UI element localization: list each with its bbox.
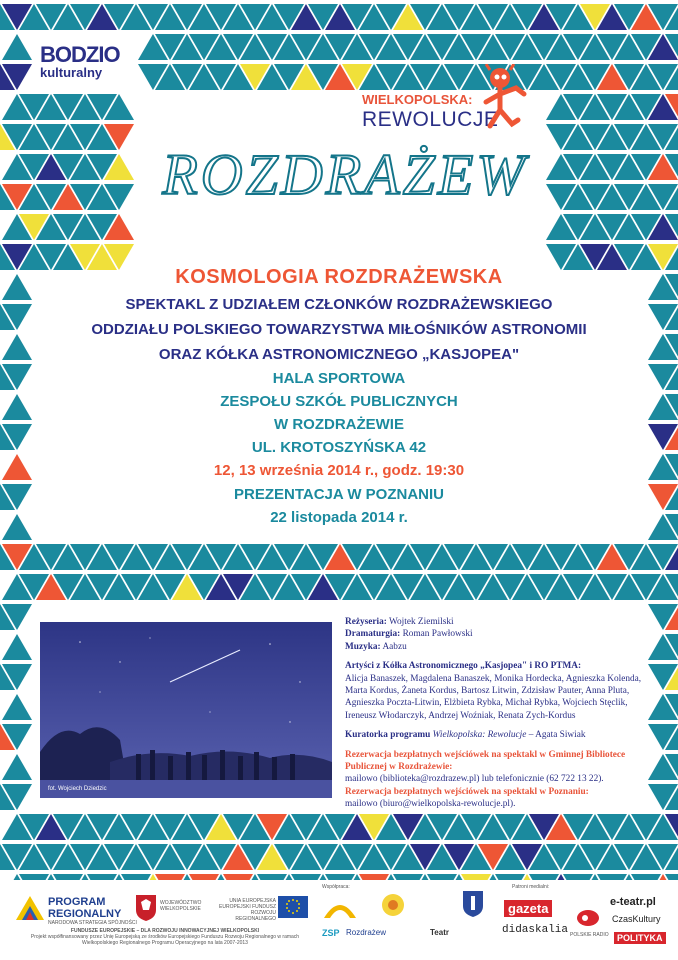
- rozdrazew-crest-icon: [462, 890, 484, 918]
- polskie-radio-text: POLSKIE RADIO: [570, 932, 609, 938]
- program-regionalny-icon: [14, 894, 46, 922]
- pattern-triangle: [2, 34, 32, 60]
- star-emblem-icon: [378, 890, 408, 920]
- music-label: Muzyka:: [345, 641, 381, 652]
- polityka-logo: POLITYKA: [614, 932, 666, 944]
- town-title: ROZDRAŻEW: [162, 142, 528, 207]
- bodzio-kulturalny-logo: [40, 44, 124, 94]
- bodzio-logo-subtitle: kulturalny: [40, 65, 103, 80]
- curator-label: Kuratorka programu: [345, 730, 431, 741]
- dramaturgy-value: Roman Pawłowski: [402, 629, 473, 640]
- sun-logo-icon: [322, 894, 358, 920]
- rozdrazew-logo: Rozdrażew: [346, 928, 387, 937]
- credits-block: [345, 616, 645, 811]
- event-name: KOSMOLOGIA ROZDRAŻEWSKA: [175, 266, 503, 288]
- dramaturgy-label: Dramaturgia:: [345, 629, 401, 640]
- cooperation-label: Współpraca:: [322, 884, 350, 890]
- program-line1: PROGRAM: [48, 896, 106, 908]
- polskie-radio-icon: [575, 908, 601, 930]
- wielkopolska-rewolucje-logo: [362, 92, 532, 140]
- wr-logo-line2: REWOLUCJE: [362, 108, 499, 131]
- event-desc-line3: ORAZ KÓŁKA ASTRONOMICZNEGO „KASJOPEA": [158, 346, 520, 363]
- venue-line4: UL. KROTOSZYŃSKA 42: [251, 439, 427, 456]
- reservation-rozdrazew-label: Rezerwacja bezpłatnych wejściówek na spektakl w Gminnej Bibliotece Publicznej w Rozdrażewie:: [345, 749, 626, 773]
- pattern-triangle: [2, 274, 32, 300]
- zsp-logo: ZSP: [322, 928, 340, 938]
- pattern-triangle: [2, 754, 32, 780]
- bodzio-logo-word: BODZIO: [40, 42, 120, 67]
- fund-line1: FUNDUSZE EUROPEJSKIE – DLA ROZWOJU INNOWACYJNEJ WIELKOPOLSKI: [70, 928, 260, 934]
- curator-program: Wielkopolska: Rewolucje: [432, 730, 527, 741]
- night-sky-photo-art: [40, 622, 332, 798]
- credit-dramaturgy: [345, 628, 645, 640]
- artists-label: Artyści z Kółka Astronomicznego „Kasjopea" i RO PTMA:: [345, 661, 582, 672]
- media-patrons-label: Patroni medialni:: [512, 884, 550, 890]
- czaskultury-logo: CzasKultury: [612, 914, 661, 924]
- pattern-triangle: [2, 694, 32, 720]
- gazeta-logo: gazeta: [504, 900, 552, 917]
- wielkopolska-crest-icon: [135, 894, 157, 922]
- program-regionalny-text: [48, 896, 137, 926]
- dancing-figure-icon: [474, 64, 530, 136]
- eteatr-logo: e-teatr.pl: [610, 896, 656, 908]
- night-sky-photo: [40, 622, 332, 798]
- didaskalia-logo: didaskalia: [502, 924, 569, 936]
- reservation-rozdrazew-contact: mailowo (biblioteka@rozdrazew.pl) lub telefonicznie (62 722 13 22).: [345, 774, 604, 785]
- event-desc-line1: SPEKTAKL Z UDZIAŁEM CZŁONKÓW ROZDRAŻEWSKIEGO: [125, 296, 553, 313]
- presentation-line1: PREZENTACJA W POZNANIU: [234, 486, 444, 503]
- reservation-poznan-label: Rezerwacja bezpłatnych wejściówek na spektakl w Poznaniu:: [345, 786, 589, 797]
- credit-music: [345, 641, 645, 653]
- reservation-poznan: [345, 786, 645, 798]
- sponsor-footer: [0, 880, 678, 960]
- teatr-logo: Teatr: [430, 928, 449, 937]
- pattern-triangle: [2, 634, 32, 660]
- credit-director: [345, 616, 645, 628]
- director-value: Wojtek Ziemilski: [388, 617, 454, 627]
- wr-logo-line1: WIELKOPOLSKA:: [362, 92, 473, 107]
- pattern-triangle: [2, 334, 32, 360]
- photo-credit: fot. Wojciech Dziedzic: [48, 786, 107, 792]
- venue-line2: ZESPOŁU SZKÓŁ PUBLICZNYCH: [220, 393, 458, 410]
- fund-line2: Projekt współfinansowany przez Unię Europejską ze środków Europejskiego Funduszu Rozwoju Regionalnego w ramach Wielkopolskiego Regionalnego Programu Operacyjnego na lata 2007-2013: [30, 934, 300, 946]
- credit-curator: [345, 729, 645, 741]
- credit-artists: Alicja Banaszek, Magdalena Banaszek, Monika Hordecka, Agnieszka Kolenda, Marta Kordus, Żaneta Kordus, Bartosz Litwin, Zdzisław Pauter, Anna Pluta, Agnieszka Poczta-Litwin, Elżbieta Rybka, Michał Rybka, Wojciech Stęclik, Ireneusz Włodarczyk, Andrzej Woźniak, Renata Zych-Kordus: [345, 673, 642, 721]
- pattern-triangle: [2, 514, 32, 540]
- eu-text: UNIA EUROPEJSKA EUROPEJSKI FUNDUSZ ROZWOJU REGIONALNEGO: [219, 898, 276, 922]
- director-label: Reżyseria:: [345, 617, 387, 627]
- event-dates: 12, 13 września 2014 r., godz. 19:30: [213, 462, 465, 479]
- reservation-poznan-contact: mailowo (biuro@wielkopolska-rewolucje.pl).: [345, 799, 516, 810]
- program-line2: REGIONALNY: [48, 908, 122, 920]
- venue-line3: W ROZDRAŻEWIE: [274, 416, 404, 433]
- music-value: Aabzu: [382, 641, 407, 652]
- reservation-rozdrazew: [345, 749, 645, 774]
- event-desc-line2: ODDZIAŁU POLSKIEGO TOWARZYSTWA MIŁOŚNIKÓW ASTRONOMII: [91, 321, 587, 338]
- pattern-triangle: [2, 454, 32, 480]
- pattern-triangle: [2, 394, 32, 420]
- program-line3: NARODOWA STRATEGIA SPÓJNOŚCI: [48, 920, 137, 926]
- event-info: [40, 262, 638, 529]
- credit-artists-label: [345, 660, 645, 672]
- eu-flag-icon: [278, 896, 308, 918]
- presentation-line2: 22 listopada 2014 r.: [270, 509, 408, 526]
- woj-text: WOJEWÓDZTWO WIELKOPOLSKIE: [160, 900, 202, 912]
- fund-text: [30, 928, 300, 946]
- curator-name: – Agata Siwiak: [528, 730, 586, 741]
- venue-line1: HALA SPORTOWA: [272, 370, 406, 387]
